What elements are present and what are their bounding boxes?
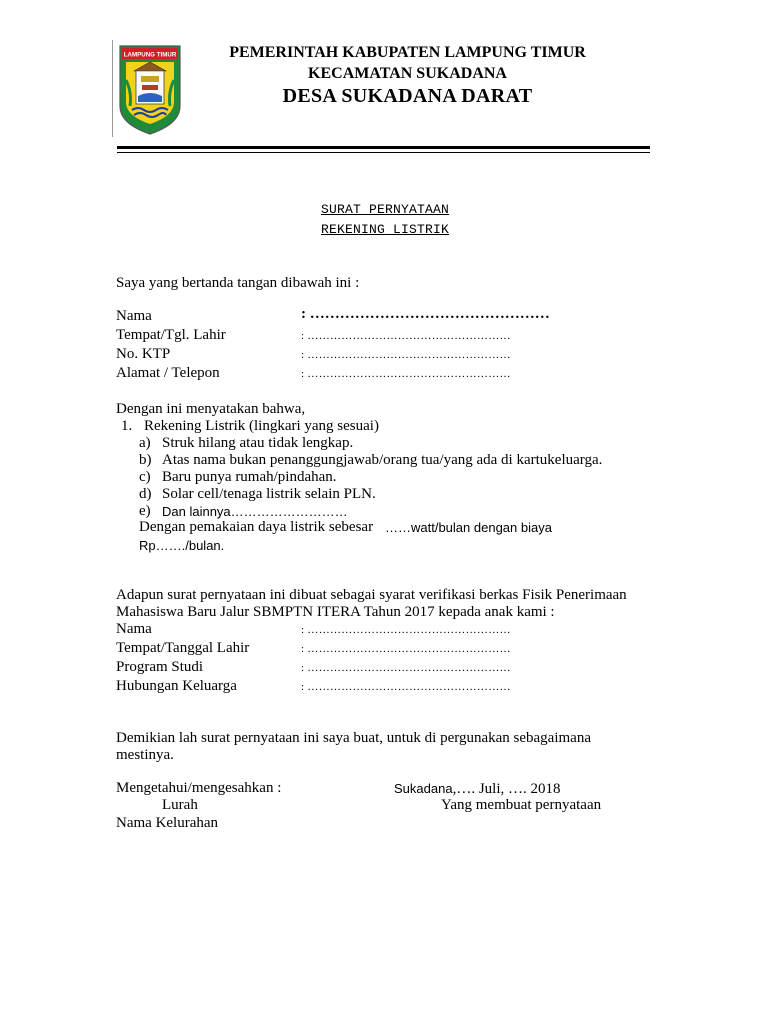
regency-crest-logo xyxy=(112,40,188,138)
option-letter-d: d) xyxy=(139,486,152,502)
child-label-nama: Nama xyxy=(116,621,152,637)
field-value-nama: : ………………………………………… xyxy=(301,306,550,322)
signature-kelurahan-name: Nama Kelurahan xyxy=(116,815,219,831)
child-value-nama: : ……………………………………………… xyxy=(301,624,511,636)
field-value-alamat-telepon: : ……………………………………………… xyxy=(301,368,511,380)
document-title: SURAT PERNYATAAN xyxy=(321,202,450,217)
signature-lurah-title: Lurah xyxy=(162,797,198,813)
signature-date: ,…. Juli, …. 2018 xyxy=(452,781,561,797)
field-value-tempat-tgl-lahir: : ……………………………………………… xyxy=(301,330,511,342)
usage-text-part2: ……watt/bulan dengan biaya xyxy=(385,520,552,535)
signature-place: Sukadana xyxy=(394,781,453,796)
option-text-b: Atas nama bukan penanggungjawab/orang tua/yang ada di kartukeluarga. xyxy=(162,452,603,468)
header-district-line: KECAMATAN SUKADANA xyxy=(308,65,507,82)
header-divider-thick xyxy=(117,146,650,149)
document-subtitle: REKENING LISTRIK xyxy=(321,222,450,237)
child-label-tempat-tanggal-lahir: Tempat/Tanggal Lahir xyxy=(116,640,250,656)
option-letter-e: e) xyxy=(139,503,151,519)
purpose-text-line1: Adapun surat pernyataan ini dibuat sebagai syarat verifikasi berkas Fisik Penerimaan xyxy=(116,587,627,603)
child-value-tempat-tanggal-lahir: : ……………………………………………… xyxy=(301,643,511,655)
option-letter-b: b) xyxy=(139,452,152,468)
signature-declarant-title: Yang membuat pernyataan xyxy=(441,797,602,813)
field-value-no-ktp: : ……………………………………………… xyxy=(301,349,511,361)
header-village-line: DESA SUKADANA DARAT xyxy=(282,85,533,107)
field-label-nama: Nama xyxy=(116,308,152,324)
option-text-d: Solar cell/tenaga listrik selain PLN. xyxy=(162,486,376,502)
field-label-no-ktp: No. KTP xyxy=(116,346,171,362)
statement-intro: Dengan ini menyatakan bahwa, xyxy=(116,401,306,417)
option-letter-a: a) xyxy=(139,435,151,451)
option-text-a: Struk hilang atau tidak lengkap. xyxy=(162,435,354,451)
usage-text-cost: Rp……./bulan. xyxy=(139,538,225,553)
usage-text-part1: Dengan pemakaian daya listrik sebesar xyxy=(139,519,374,535)
child-value-hubungan-keluarga: : ……………………………………………… xyxy=(301,681,511,693)
child-label-hubungan-keluarga: Hubungan Keluarga xyxy=(116,678,237,694)
option-letter-c: c) xyxy=(139,469,151,485)
signature-acknowledged-label: Mengetahui/mengesahkan : xyxy=(116,780,282,796)
closing-text-line1: Demikian lah surat pernyataan ini saya buat, untuk di pergunakan sebagaimana xyxy=(116,730,591,746)
closing-text-line2: mestinya. xyxy=(116,747,174,763)
statement-item-number: 1. xyxy=(121,418,133,434)
header-divider-thin xyxy=(117,152,650,153)
field-label-tempat-tgl-lahir: Tempat/Tgl. Lahir xyxy=(116,327,226,343)
child-label-program-studi: Program Studi xyxy=(116,659,204,675)
option-text-c: Baru punya rumah/pindahan. xyxy=(162,469,337,485)
purpose-text-line2: Mahasiswa Baru Jalur SBMPTN ITERA Tahun 2017 kepada anak kami : xyxy=(116,604,555,620)
signature-place-date xyxy=(394,780,561,798)
svg-text:LAMPUNG TIMUR: LAMPUNG TIMUR xyxy=(123,51,177,59)
option-text-e: Dan lainnya……………………… xyxy=(162,504,348,519)
statement-item-text: Rekening Listrik (lingkari yang sesuai) xyxy=(144,418,379,434)
intro-text: Saya yang bertanda tangan dibawah ini : xyxy=(116,275,360,291)
header-government-line: PEMERINTAH KABUPATEN LAMPUNG TIMUR xyxy=(229,44,586,61)
field-label-alamat-telepon: Alamat / Telepon xyxy=(116,365,220,381)
child-value-program-studi: : ……………………………………………… xyxy=(301,662,511,674)
